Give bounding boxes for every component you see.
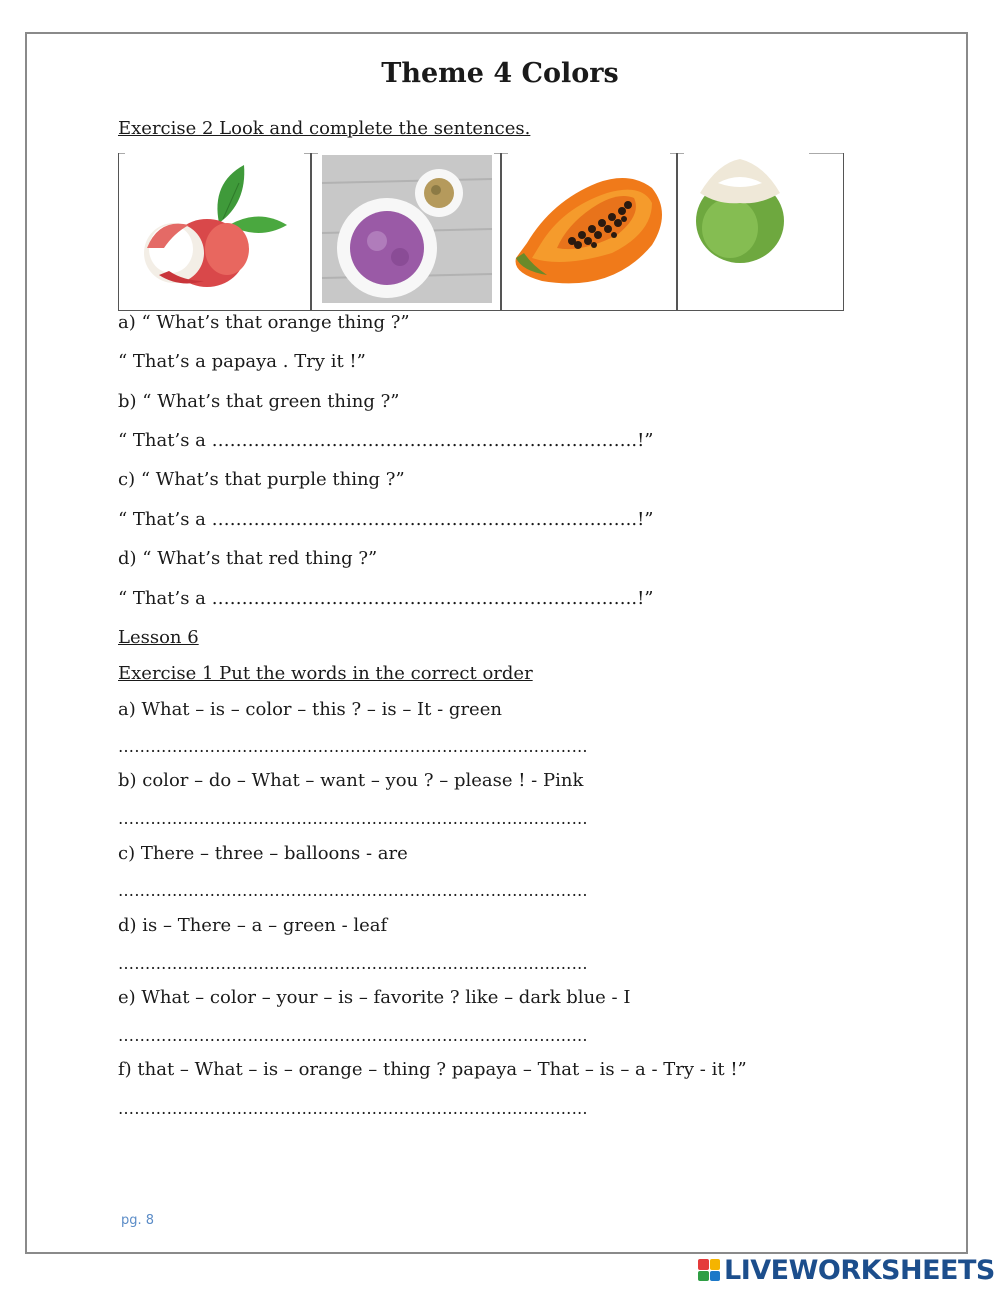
exercise2-line-b-question: b) “ What’s that green thing ?” — [118, 391, 400, 412]
answer-line-c[interactable]: …………………………………………………………………………… — [118, 881, 588, 900]
exercise1-item-f: f) that – What – is – orange – thing ? papaya – That – is – a - Try - it !” — [118, 1059, 747, 1080]
exercise1-heading: Exercise 1 Put the words in the correct order — [118, 663, 533, 684]
lesson-heading: Lesson 6 — [118, 627, 199, 648]
image-cell-lychee — [118, 153, 311, 311]
exercise2-line-b-answer[interactable]: “ That’s a ……………………………………………………………..!” — [118, 430, 654, 451]
exercise2-line-a-question: a) “ What’s that orange thing ?” — [118, 312, 410, 333]
image-cell-papaya — [501, 153, 677, 311]
exercise2-heading: Exercise 2 Look and complete the sentences. — [118, 118, 531, 139]
brand-logo[interactable] — [698, 1255, 995, 1285]
exercise1-item-d: d) is – There – a – green - leaf — [118, 915, 388, 936]
exercise1-item-b: b) color – do – What – want – you ? – please ! - Pink — [118, 770, 584, 791]
exercise2-line-a-answer: “ That’s a papaya . Try it !” — [118, 351, 366, 372]
exercise2-line-c-answer[interactable]: “ That’s a ……………………………………………………………..!” — [118, 509, 654, 530]
exercise1-item-a: a) What – is – color – this ? – is – It - green — [118, 699, 502, 720]
page-number: pg. 8 — [121, 1213, 155, 1228]
answer-line-e[interactable]: …………………………………………………………………………… — [118, 1026, 588, 1045]
brand-name: LIVEWORKSHEETS — [724, 1254, 995, 1286]
exercise2-line-d-answer[interactable]: “ That’s a ……………………………………………………………..!” — [118, 588, 654, 609]
papaya-image — [502, 153, 676, 309]
answer-line-d[interactable]: …………………………………………………………………………… — [118, 954, 588, 973]
answer-line-b[interactable]: …………………………………………………………………………… — [118, 809, 588, 828]
answer-line-f[interactable]: …………………………………………………………………………… — [118, 1099, 588, 1118]
exercise2-line-c-question: c) “ What’s that purple thing ?” — [118, 469, 405, 490]
exercise2-line-d-question: d) “ What’s that red thing ?” — [118, 548, 378, 569]
image-cell-coconut — [677, 153, 844, 311]
coconut-image — [678, 153, 843, 309]
liveworksheets-icon — [698, 1259, 720, 1281]
image-cell-purple-rice — [311, 153, 501, 311]
image-row — [118, 153, 844, 311]
exercise1-item-e: e) What – color – your – is – favorite ? like – dark blue - I — [118, 987, 631, 1008]
lychee-image — [119, 153, 310, 309]
exercise1-item-c: c) There – three – balloons - are — [118, 843, 408, 864]
page-title: Theme 4 Colors — [381, 58, 619, 89]
purple-rice-image — [312, 153, 500, 309]
answer-line-a[interactable]: …………………………………………………………………………… — [118, 737, 588, 756]
